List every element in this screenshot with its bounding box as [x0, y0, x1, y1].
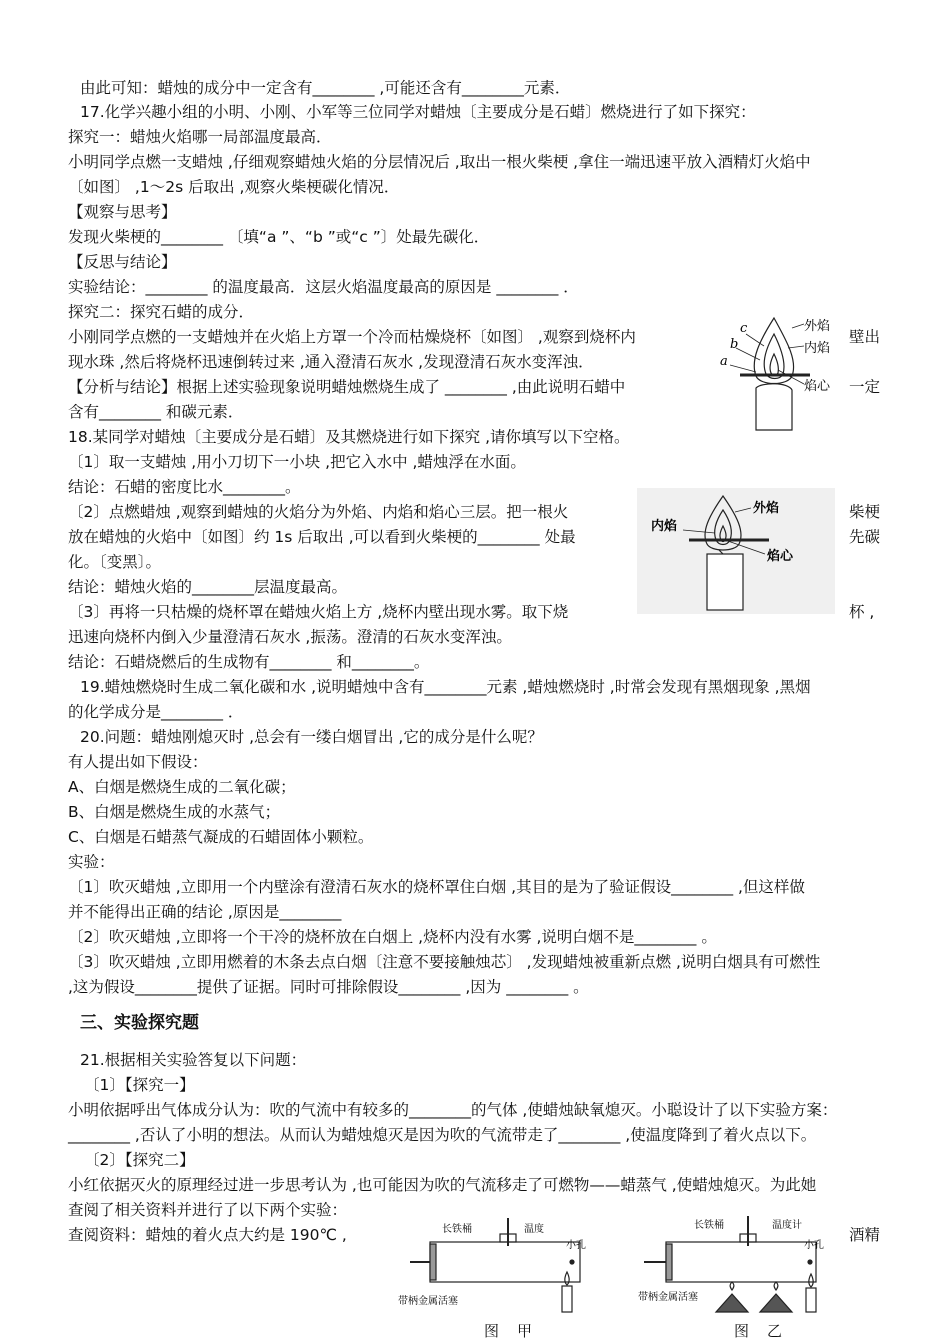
text-line: 结论：石蜡烧燃后的生成物有________ 和________。 — [68, 653, 430, 671]
text-line: 由此可知：蜡烛的成分中一定含有________ ,可能还含有________元素． — [80, 79, 571, 97]
alcohol-lamp-2 — [760, 1294, 792, 1312]
text-line: 〔3〕再将一只枯燥的烧杯罩在蜡烛火焰上方 ,烧杯内壁出现水雾。取下烧 — [68, 603, 569, 621]
text-line: 一定 — [849, 378, 881, 396]
candle-body — [756, 384, 792, 430]
text-line: 实验结论：________ 的温度最高．这层火焰温度最高的原因是 ________ ． — [68, 278, 579, 296]
text-line: 壁出 — [849, 328, 881, 346]
text-line: 查阅资料：蜡烛的着火点大约是 190℃ , — [68, 1226, 347, 1244]
text-line: 【反思与结论】 — [68, 253, 177, 271]
candle — [562, 1286, 572, 1312]
question-17: 17.化学兴趣小组的小明、小刚、小军等三位同学对蜡烛〔主要成分是石蜡〕燃烧进行了如下探究： — [80, 103, 756, 121]
label-hole: 小孔 — [804, 1240, 824, 1251]
text-line: 〔如图〕 ,1～2s 后取出 ,观察火柴梗碳化情况． — [68, 178, 400, 196]
label-flame-core: 焰心 — [804, 379, 831, 394]
metal-piston — [666, 1244, 672, 1280]
text-line: 〔1〕吹灭蜡烛 ,立即用一个内壁涂有澄清石灰水的烧杯罩住白烟 ,其目的是为了验证假设________ ,但这样做 — [68, 878, 805, 896]
flame-core — [770, 354, 778, 375]
text-line: 探究二：探究石蜡的成分． — [68, 303, 255, 321]
label-hole: 小孔 — [566, 1240, 586, 1251]
hypothesis-a: A、白烟是燃烧生成的二氧化碳； — [68, 778, 296, 796]
label-outer-flame: 外焰 — [753, 501, 780, 516]
text-line: 有人提出如下假设： — [68, 753, 208, 771]
text-line: ________ ,否认了小明的想法。从而认为蜡烛熄灭是因为吹的气流带走了________ ,使温度降到了着火点以下。 — [68, 1126, 817, 1144]
question-21: 21.根据相关实验答复以下问题： — [80, 1051, 307, 1069]
text-line: 〔2〕点燃蜡烛 ,观察到蜡烛的火焰分为外焰、内焰和焰心三层。把一根火 — [68, 503, 569, 521]
label-piston: 带柄金属活塞 — [638, 1292, 698, 1303]
text-line: 〔1〕【探究一】 — [84, 1076, 195, 1094]
text-line: 含有________ 和碳元素． — [68, 403, 244, 421]
text-line: 小刚同学点燃的一支蜡烛并在火焰上方罩一个冷而枯燥烧杯〔如图〕 ,观察到烧杯内 — [68, 328, 636, 346]
text-line: 并不能得出正确的结论 ,原因是________ — [68, 903, 342, 921]
apparatus-figure-jia — [396, 1212, 608, 1322]
text-line: 结论：蜡烛火焰的________层温度最高。 — [68, 578, 348, 596]
text-line: 现水珠 ,然后将烧杯迅速倒转过来 ,通入澄清石灰水 ,发现澄清石灰水变浑浊． — [68, 353, 594, 371]
figure-caption-yi: 图乙 — [734, 1322, 801, 1340]
candle — [806, 1288, 816, 1312]
label-inner-flame: 内焰 — [804, 341, 831, 356]
label-inner-flame: 内焰 — [651, 519, 678, 534]
text-line: 小明同学点燃一支蜡烛 ,仔细观察蜡烛火焰的分层情况后 ,取出一根火柴梗 ,拿住一端迅速平放入酒精灯火焰中 — [68, 153, 811, 171]
label-tube: 长铁桶 — [694, 1220, 724, 1231]
text-line: 〔3〕吹灭蜡烛 ,立即用燃着的木条去点白烟〔注意不要接触烛芯〕 ,发现蜡烛被重新点燃 ,说明白烟具有可燃性 — [68, 953, 821, 971]
text-line: 化。〔变黑〕。 — [68, 553, 162, 571]
text-line: 杯 , — [849, 603, 875, 621]
label-temp: 温度 — [524, 1224, 544, 1235]
text-line: 结论：石蜡的密度比水________。 — [68, 478, 301, 496]
section-heading: 三、实验探究题 — [80, 1013, 199, 1033]
text-line: 先碳 — [849, 528, 881, 546]
label-a: a — [720, 354, 728, 369]
text-line: 〔1〕取一支蜡烛 ,用小刀切下一小块 ,把它入水中 ,蜡烛浮在水面。 — [68, 453, 526, 471]
text-line: 〔2〕【探究二】 — [84, 1151, 195, 1169]
text-line: 的化学成分是________ ． — [68, 703, 244, 721]
label-b: b — [730, 337, 739, 352]
text-line: 查阅了相关资料并进行了以下两个实验： — [68, 1201, 348, 1219]
text-line: 探究一：蜡烛火焰哪一局部温度最高． — [68, 128, 332, 146]
label-outer-flame: 外焰 — [804, 319, 831, 334]
text-line: 小明依据呼出气体成分认为：吹的气流中有较多的________的气体 ,使蜡烛缺氧熄灭。小聪设计了以下实验方案： — [68, 1101, 838, 1119]
label-temp: 温度计 — [772, 1220, 802, 1231]
text-line: 【分析与结论】根据上述实验现象说明蜡烛燃烧生成了 ________ ,由此说明石蜡中 — [68, 378, 626, 396]
iron-tube — [430, 1242, 580, 1282]
text-line: 【观察与思考】 — [68, 203, 177, 221]
label-piston: 带柄金属活塞 — [398, 1296, 458, 1307]
candle-flame-figure-1 — [712, 310, 842, 435]
metal-piston — [430, 1244, 436, 1280]
text-line: 迅速向烧杯内倒入少量澄清石灰水 ,振荡。澄清的石灰水变浑浊。 — [68, 628, 512, 646]
text-line: 〔2〕吹灭蜡烛 ,立即将一个干冷的烧杯放在白烟上 ,烧杯内没有水雾 ,说明白烟不是________ 。 — [68, 928, 717, 946]
hypothesis-b: B、白烟是燃烧生成的水蒸气； — [68, 803, 281, 821]
text-line: ,这为假设________提供了证据。同时可排除假设________ ,因为 ________ 。 — [68, 978, 589, 996]
apparatus-figure-yi — [636, 1208, 836, 1318]
hypothesis-c: C、白烟是石蜡蒸气凝成的石蜡固体小颗粒。 — [68, 828, 374, 846]
candle-flame-figure-2 — [637, 488, 835, 614]
figure-caption-jia: 图甲 — [484, 1322, 551, 1340]
text-line: 酒精 — [849, 1226, 881, 1244]
alcohol-lamp-1 — [716, 1294, 748, 1312]
question-19: 19.蜡烛燃烧时生成二氧化碳和水 ,说明蜡烛中含有________元素 ,蜡烛燃烧时 ,时常会发现有黑烟现象 ,黑烟 — [80, 678, 811, 696]
text-line: 发现火柴梗的________ 〔填“a ”、“b ”或“c ”〕处最先碳化． — [68, 228, 490, 246]
text-line: 实验： — [68, 853, 115, 871]
question-20: 20.问题：蜡烛刚熄灭时 ,总会有一缕白烟冒出 ,它的成分是什么呢？ — [80, 728, 543, 746]
label-flame-core: 焰心 — [767, 549, 794, 564]
label-tube: 长铁桶 — [442, 1224, 472, 1235]
iron-tube — [666, 1242, 816, 1282]
label-c: c — [740, 321, 748, 336]
text-line: 小红依据灭火的原理经过进一步思考认为 ,也可能因为吹的气流移走了可燃物——蜡蒸气 ,使蜡烛熄灭。为此她 — [68, 1176, 817, 1194]
text-line: 柴梗 — [849, 503, 881, 521]
candle-body — [707, 554, 743, 610]
text-line: 放在蜡烛的火焰中〔如图〕约 1s 后取出 ,可以看到火柴梗的________ 处最 — [68, 528, 576, 546]
question-18: 18.某同学对蜡烛〔主要成分是石蜡〕及其燃烧进行如下探究 ,请你填写以下空格。 — [68, 428, 630, 446]
